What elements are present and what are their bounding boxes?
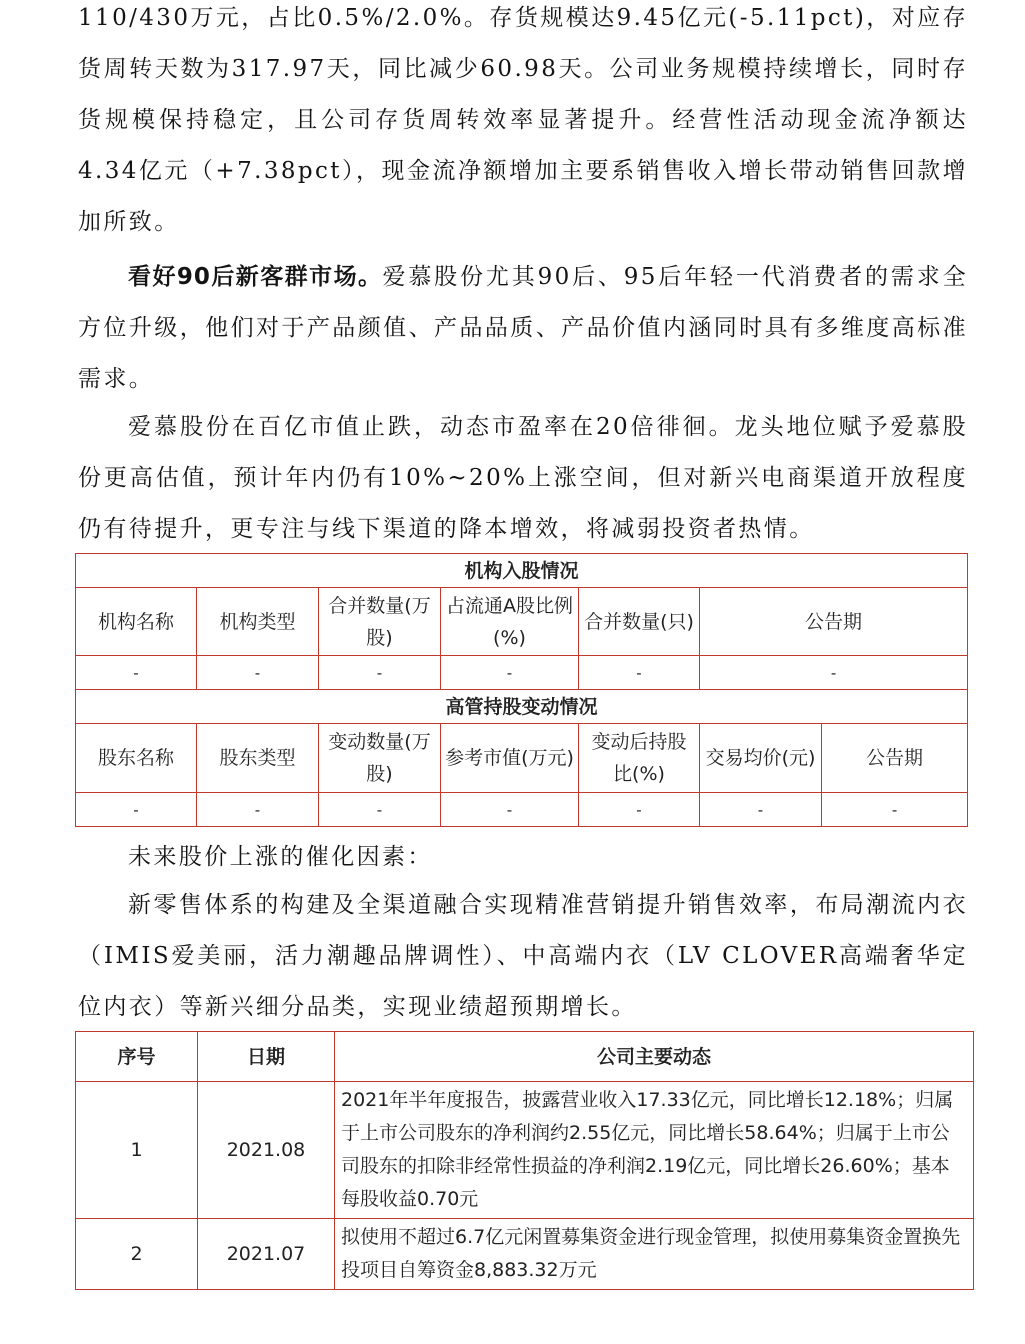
table-cell: - [197, 656, 319, 690]
event-number: 1 [76, 1082, 198, 1219]
table-cell: - [441, 793, 579, 827]
column-header: 合并数量(万股) [319, 588, 441, 656]
paragraph-valuation: 爱慕股份在百亿市值止跌，动态市盈率在20倍徘徊。龙头地位赋予爱慕股份更高估值，预计年内仍有10%~20%上涨空间，但对新兴电商渠道开放程度仍有待提升，更专注与线下渠道的降本增效，将减弱投资者热情。 [78, 414, 968, 542]
table-cell: - [700, 656, 968, 690]
institution-table-title: 机构入股情况 [76, 554, 968, 588]
paragraph-body: 爱慕股份尤其90后、95后年轻一代消费者的需求全方位升级，他们对于产品颜值、产品品质、产品价值内涵同时具有多维度高标准需求。 [78, 264, 968, 392]
executive-table-title: 高管持股变动情况 [76, 690, 968, 724]
column-header: 日期 [198, 1032, 335, 1082]
column-header: 变动后持股比(%) [579, 724, 700, 793]
event-date: 2021.07 [198, 1219, 335, 1290]
institution-header-row [76, 588, 968, 656]
executive-title-row [76, 690, 968, 724]
paragraph-catalysts: 新零售体系的构建及全渠道融合实现精准营销提升销售效率，布局潮流内衣（IMIS爱美丽，活力潮趣品牌调性）、中高端内衣（LV CLOVER高端奢华定位内衣）等新兴细分品类，实现业绩超预期增长。 [78, 892, 968, 1020]
table-row [76, 793, 968, 827]
table-cell: - [700, 793, 822, 827]
column-header: 占流通A股比例(%) [441, 588, 579, 656]
table-cell: - [319, 656, 441, 690]
institution-title-row [76, 554, 968, 588]
table-cell: - [822, 793, 968, 827]
column-header: 序号 [76, 1032, 198, 1082]
column-header: 变动数量(万股) [319, 724, 441, 793]
event-content: 拟使用不超过6.7亿元闲置募集资金进行现金管理，拟使用募集资金置换先投项目自筹资金8,883.32万元 [335, 1219, 974, 1290]
paragraph-new-customers [78, 252, 968, 405]
event-number: 2 [76, 1219, 198, 1290]
table-cell: - [579, 793, 700, 827]
column-header: 股东类型 [197, 724, 319, 793]
holdings-table [75, 553, 968, 827]
table-cell: - [319, 793, 441, 827]
column-header: 股东名称 [76, 724, 197, 793]
table-cell: - [76, 656, 197, 690]
company-events-table [75, 1031, 974, 1290]
column-header: 交易均价(元) [700, 724, 822, 793]
column-header: 公告期 [822, 724, 968, 793]
table-cell: - [197, 793, 319, 827]
event-date: 2021.08 [198, 1082, 335, 1219]
column-header: 公司主要动态 [335, 1032, 974, 1082]
paragraph-catalysts-heading: 未来股价上涨的催化因素： [128, 844, 433, 870]
paragraph-heading: 看好90后新客群市场。 [128, 264, 383, 290]
column-header: 机构名称 [76, 588, 197, 656]
executive-header-row [76, 724, 968, 793]
table-cell: - [441, 656, 579, 690]
event-content: 2021年半年度报告，披露营业收入17.33亿元，同比增长12.18%；归属于上市公司股东的净利润约2.55亿元，同比增长58.64%；归属于上市公司股东的扣除非经常性损益的净利润2.19亿元，同比增长26.60%；基本每股收益0.70元 [335, 1082, 974, 1219]
table-row [76, 1082, 974, 1219]
column-header: 合并数量(只) [579, 588, 700, 656]
events-header-row [76, 1032, 974, 1082]
column-header: 公告期 [700, 588, 968, 656]
table-cell: - [579, 656, 700, 690]
table-row [76, 656, 968, 690]
table-row [76, 1219, 974, 1290]
paragraph-inventory-cashflow: 110/430万元，占比0.5%/2.0%。存货规模达9.45亿元(-5.11pct)，对应存货周转天数为317.97天，同比减少60.98天。公司业务规模持续增长，同时存货规模保持稳定，且公司存货周转效率显著提升。经营性活动现金流净额达4.34亿元（+7.38pct），现金流净额增加主要系销售收入增长带动销售回款增加所致。 [78, 5, 968, 235]
column-header: 参考市值(万元) [441, 724, 579, 793]
table-cell: - [76, 793, 197, 827]
column-header: 机构类型 [197, 588, 319, 656]
